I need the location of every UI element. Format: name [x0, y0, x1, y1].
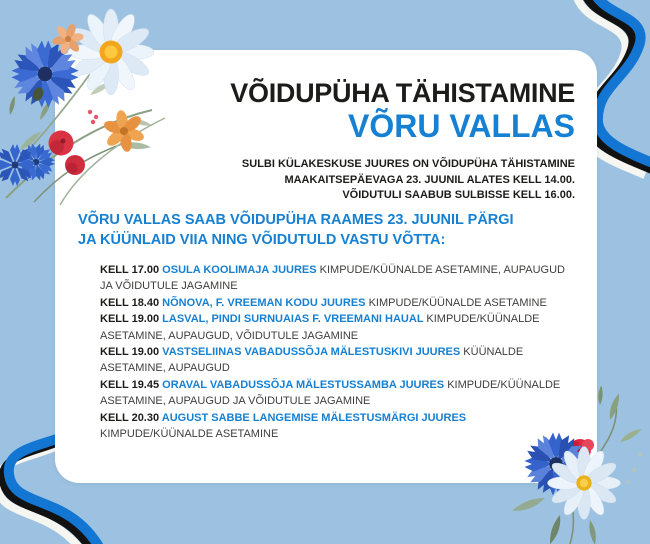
schedule-place: OSULA KOOLIMAJA JUURES: [162, 264, 317, 276]
schedule-time: KELL 20.30: [100, 411, 160, 424]
schedule-place: NÕNOVA, F. VREEMAN KODU JUURES: [162, 296, 366, 309]
poster-content: [55, 50, 597, 483]
schedule-place: VASTSELIINAS VABADUSSÕJA MÄLESTUSKIVI JUURES: [162, 346, 461, 359]
schedule-details: KÜÜNALDE ASETAMINE, AUPAUGUD: [100, 346, 524, 375]
poster-title: VÕIDUPÜHA TÄHISTAMINE: [230, 78, 575, 108]
lead-line: JA KÜÜNLAID VIIA NING VÕIDUTULD VASTU VÕTTA:: [78, 231, 446, 248]
schedule-time: KELL 19.45: [100, 378, 160, 391]
schedule-time: KELL 19.00: [100, 313, 160, 326]
intro-text: [230, 157, 575, 204]
small-cornflower: [0, 144, 36, 186]
schedule-item: [100, 311, 578, 344]
schedule-item: [100, 344, 578, 377]
schedule-list: [100, 262, 578, 442]
schedule-details: KIMPUDE/KÜÜNALDE ASETAMINE, AUPAUGUD JA VÕIDUTULE JAGAMINE: [100, 378, 561, 408]
lead-text: [78, 211, 514, 250]
flower-bud: [31, 86, 45, 103]
schedule-item: [100, 410, 578, 443]
intro-line: MAAKAITSEPÄEVAGA 23. JUUNIL ALATES KELL 14.00.: [284, 173, 575, 186]
header-block: [230, 78, 575, 204]
sprig-dots: [627, 453, 642, 483]
lead-line: VÕRU VALLAS SAAB VÕIDUPÜHA RAAMES 23. JUUNIL PÄRGI: [78, 212, 514, 228]
schedule-details: KIMPUDE/KÜÜNALDE ASETAMINE, AUPAUGUD, VÕIDUTULE JAGAMINE: [100, 313, 540, 342]
schedule-item: [100, 377, 578, 410]
schedule-details: KIMPUDE/KÜÜNALDE ASETAMINE: [368, 296, 547, 309]
schedule-place: ORAVAL VABADUSSÕJA MÄLESTUSSAMBA JUURES: [162, 378, 445, 391]
schedule-place: LASVAL, PINDI SURNUAIAS F. VREEMANI HAUAL: [162, 313, 424, 326]
schedule-details: KIMPUDE/KÜÜNALDE ASETAMINE, AUPAUGUD JA VÕIDUTULE JAGAMINE: [100, 264, 565, 293]
schedule-time: KELL 18.40: [100, 296, 160, 309]
schedule-time: KELL 19.00: [100, 346, 160, 359]
schedule-item: [100, 262, 578, 295]
schedule-item: [100, 295, 578, 311]
intro-line: SULBI KÜLAKESKUSE JUURES ON VÕIDUPÜHA TÄHISTAMINE: [241, 158, 575, 170]
intro-line: VÕIDUTULI SAABUB SULBISSE KELL 16.00.: [342, 189, 575, 201]
small-cornflower: [17, 143, 55, 182]
schedule-time: KELL 17.00: [100, 264, 160, 276]
schedule-details: KIMPUDE/KÜÜNALDE ASETAMINE: [100, 428, 279, 441]
schedule-place: AUGUST SABBE LANGEMISE MÄLESTUSMÄRGI JUURES: [161, 411, 467, 424]
poster-subtitle: VÕRU VALLAS: [348, 108, 575, 144]
